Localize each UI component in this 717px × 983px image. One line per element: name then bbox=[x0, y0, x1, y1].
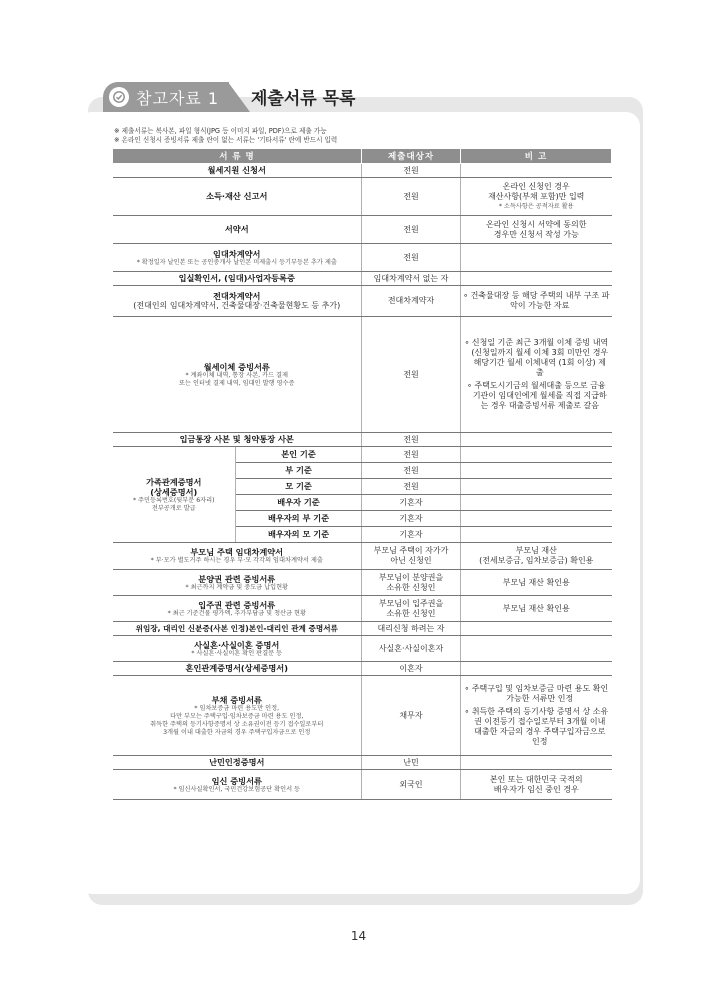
document-name: 입실확인서, (임대)사업자등록증 bbox=[178, 273, 295, 283]
remark-cell bbox=[461, 622, 612, 636]
column-header-remarks: 비 고 bbox=[461, 149, 612, 164]
document-name: 부모님 주택 임대차계약서 bbox=[190, 547, 284, 557]
target-cell: 전원 bbox=[362, 447, 461, 463]
target-cell: 전원 bbox=[362, 463, 461, 479]
column-header-name: 서 류 명 bbox=[113, 149, 362, 164]
table-row bbox=[113, 317, 612, 433]
document-name: 소득·재산 신고서 bbox=[206, 191, 268, 201]
table-row bbox=[113, 756, 612, 770]
remark-cell bbox=[461, 272, 612, 286]
remark-cell bbox=[461, 543, 612, 570]
notes bbox=[114, 127, 337, 145]
table-header-row bbox=[113, 149, 612, 164]
table-row bbox=[113, 216, 612, 244]
document-note: 다만 부모는 주택구입·임차보증금 마련 용도 인정, bbox=[170, 712, 304, 720]
remark-line: 본인 또는 대한민국 국적의 bbox=[489, 774, 583, 784]
document-name: 입주권 관련 증빙서류 bbox=[198, 599, 276, 610]
section-tab-edge bbox=[228, 82, 250, 112]
page-title: 제출서류 목록 bbox=[251, 89, 356, 109]
remark-bullet: ∘ 신청일 기준 최근 3개월 이체 증빙 내역(신청일까지 월세 이체 3회 미만인 경우 해당기간 월세 이체내역 (1회 이상) 제출 bbox=[464, 338, 609, 377]
note-line: ※ 온라인 신청시 증빙서류 제출 란이 없는 서류는 '기타서류' 란에 반드시 입력 bbox=[114, 136, 338, 144]
target-cell: 전원 bbox=[362, 479, 461, 495]
remark-cell bbox=[461, 317, 612, 433]
target-cell: 기혼자 bbox=[362, 527, 461, 543]
document-note: 3개월 이내 대출한 자금의 경우 주택구입자금으로 인정 bbox=[163, 728, 311, 736]
basis-label: 부 기준 bbox=[285, 465, 312, 475]
target-cell: 전원 bbox=[362, 317, 461, 433]
remark-cell bbox=[461, 770, 612, 800]
table-row bbox=[113, 662, 612, 676]
target-cell: 외국인 bbox=[362, 770, 461, 800]
document-name: 월세지원 신청서 bbox=[207, 165, 266, 175]
remark-cell bbox=[461, 286, 612, 317]
remark-line: 재산사항(부채 포함)만 입력 bbox=[488, 191, 585, 201]
documents-table bbox=[112, 148, 612, 800]
document-note: 또는 인터넷 결제 내역, 임대인 발행 영수증 bbox=[179, 379, 295, 387]
basis-label: 본인 기준 bbox=[281, 449, 316, 459]
document-name: 분양권 관련 증빙서류 bbox=[198, 573, 276, 584]
basis-label: 배우자 기준 bbox=[277, 497, 320, 507]
target-line: 소유한 신청인 bbox=[386, 608, 436, 618]
target-cell: 기혼자 bbox=[362, 495, 461, 511]
target-cell: 전원 bbox=[362, 178, 461, 216]
document-note: * 주민등록번호(뒷부분 6자리) bbox=[132, 496, 215, 504]
target-cell: 전대차계약자 bbox=[362, 286, 461, 317]
document-note: * 임신사실확인서, 국민건강보험공단 확인서 등 bbox=[173, 785, 300, 793]
target-cell bbox=[362, 596, 461, 622]
remark-cell bbox=[461, 447, 612, 463]
remark-line: 경우만 신청서 작성 가능 bbox=[493, 229, 579, 239]
document-note: * 사실혼·사실이혼 확인 판결문 등 bbox=[191, 649, 283, 657]
target-cell: 전원 bbox=[362, 216, 461, 244]
document-note: * 확정일자 날인본 또는 공인중개사 날인본 미제출시 등기부등본 추가 제출 bbox=[136, 258, 337, 266]
document-name: 사실혼·사실이혼 증명서 bbox=[194, 639, 280, 650]
remark-cell bbox=[461, 676, 612, 756]
document-note: 취득한 주택의 등기사항증명서 상 소유권이전 등기 접수일로부터 bbox=[150, 720, 324, 728]
document-note: * 최근까지 계약금 및 중도금 납입현황 bbox=[185, 583, 289, 591]
remark-cell: 부모님 재산 확인용 bbox=[461, 596, 612, 622]
remark-note: * 소득사항은 공적자료 활용 bbox=[498, 202, 574, 210]
document-name: 임신 증빙서류 bbox=[211, 775, 262, 786]
remark-cell bbox=[461, 463, 612, 479]
target-cell: 난민 bbox=[362, 756, 461, 770]
table-row bbox=[113, 244, 612, 272]
remark-line: (전세보증금, 임차보증금) 확인용 bbox=[479, 556, 594, 565]
document-name: 입금통장 사본 및 청약통장 사본 bbox=[179, 434, 294, 444]
target-cell: 전원 bbox=[362, 164, 461, 178]
target-cell: 전원 bbox=[362, 433, 461, 447]
remark-line: 배우자가 임신 중인 경우 bbox=[493, 784, 579, 794]
remark-cell bbox=[461, 433, 612, 447]
document-name: (상세증명서) bbox=[150, 486, 198, 497]
document-note: * 부·모가 별도거주 하시는 경우 부·모 각각의 임대차계약서 제출 bbox=[150, 557, 323, 564]
remark-cell bbox=[461, 178, 612, 216]
remark-line: 온라인 신청시 서약에 동의한 bbox=[486, 219, 587, 229]
table-row bbox=[113, 164, 612, 178]
document-name: 부채 증빙서류 bbox=[211, 694, 262, 705]
table-row bbox=[113, 596, 612, 622]
document-name: 서약서 bbox=[224, 224, 249, 234]
target-cell bbox=[362, 543, 461, 570]
document-name: 혼인관계증명서(상세증명서) bbox=[185, 663, 288, 673]
target-line: 소유한 신청인 bbox=[386, 582, 436, 592]
document-name: 전대차계약서 bbox=[213, 291, 261, 301]
family-doc-cell bbox=[113, 447, 236, 543]
remark-cell bbox=[461, 636, 612, 662]
remark-bullet: ∘ 주택구입 및 임차보증금 마련 용도 확인 가능한 서류만 인정 bbox=[464, 684, 609, 703]
target-cell: 전원 bbox=[362, 244, 461, 272]
document-note: * 계좌이체 내역, 통장 사본, 카드 결제 bbox=[185, 371, 288, 379]
section-tab-label: 참고자료 1 bbox=[136, 89, 220, 108]
table-row bbox=[113, 178, 612, 216]
table-row bbox=[113, 570, 612, 596]
table-row bbox=[113, 433, 612, 447]
remark-line: 온라인 신청인 경우 bbox=[502, 181, 570, 191]
remark-line: 부모님 재산 bbox=[515, 546, 557, 555]
document-check-icon bbox=[109, 87, 129, 107]
remark-cell bbox=[461, 244, 612, 272]
target-cell bbox=[362, 570, 461, 596]
document-note: * 임차보증금 마련 용도만 인정, bbox=[194, 704, 280, 712]
target-cell: 채무자 bbox=[362, 676, 461, 756]
document-name: 위임장, 대리인 신분증(사본 인정)본인-대리인 관계 증명서류 bbox=[135, 623, 338, 633]
remark-cell bbox=[461, 756, 612, 770]
remark-cell bbox=[461, 479, 612, 495]
document-note: 전부공개로 발급 bbox=[151, 504, 196, 512]
document-note: * 최근 기준건물 평가액, 추가부담금 및 청산금 현황 bbox=[167, 609, 306, 617]
remark-cell: 부모님 재산 확인용 bbox=[461, 570, 612, 596]
remark-cell bbox=[461, 527, 612, 543]
basis-label: 모 기준 bbox=[285, 481, 312, 491]
table-row bbox=[113, 636, 612, 662]
target-cell: 사실혼·사실이혼자 bbox=[362, 636, 461, 662]
target-line: 부모님이 분양권을 bbox=[378, 572, 444, 582]
target-cell: 기혼자 bbox=[362, 511, 461, 527]
document-name: 월세이체 증빙서류 bbox=[203, 361, 270, 372]
note-line: ※ 제출서류는 복사본, 파일 형식(JPG 등 이미지 파일, PDF)으로 제출 가능 bbox=[114, 127, 327, 135]
remark-cell bbox=[461, 511, 612, 527]
remark-bullet: ∘ 주택도시기금의 월세대출 등으로 금융기관이 임대인에게 월세를 직접 지급하는 경우 대출증빙서류 제출로 갈음 bbox=[466, 381, 607, 410]
remark-cell bbox=[461, 164, 612, 178]
column-header-target: 제출대상자 bbox=[362, 149, 461, 164]
document-name: 가족관계증명서 bbox=[146, 476, 202, 487]
table-row bbox=[113, 770, 612, 800]
table-row bbox=[113, 286, 612, 317]
target-cell: 대리신청 하려는 자 bbox=[362, 622, 461, 636]
table-row bbox=[113, 447, 612, 463]
target-line: 부모님 주택이 자가가 bbox=[373, 546, 449, 555]
target-cell: 이혼자 bbox=[362, 662, 461, 676]
page-number: 14 bbox=[350, 929, 367, 943]
remark-bullet: ∘ 건축물대장 등 해당 주택의 내부 구조 파악이 가능한 자료 bbox=[463, 291, 610, 310]
table-row bbox=[113, 676, 612, 756]
target-cell: 임대차계약서 없는 자 bbox=[362, 272, 461, 286]
basis-label: 배우자의 모 기준 bbox=[267, 529, 330, 539]
remark-cell bbox=[461, 495, 612, 511]
table-row bbox=[113, 543, 612, 570]
document-detail: (전대인의 임대차계약서, 건축물대장·건축물현황도 등 추가) bbox=[133, 301, 341, 310]
table-row bbox=[113, 272, 612, 286]
document-name: 난민인정증명서 bbox=[209, 757, 265, 767]
remark-bullet: ∘ 취득한 주택의 등기사항 증명서 상 소유권 이전등기 접수일로부터 3개월 이내 대출한 자금의 경우 주택구입자금으로 인정 bbox=[464, 707, 609, 746]
table-row bbox=[113, 622, 612, 636]
remark-cell bbox=[461, 662, 612, 676]
target-line: 부모님이 입주권을 bbox=[378, 598, 444, 608]
remark-cell bbox=[461, 216, 612, 244]
basis-label: 배우자의 부 기준 bbox=[267, 513, 330, 523]
target-line: 아닌 신청인 bbox=[390, 556, 432, 565]
document-name: 임대차계약서 bbox=[213, 248, 261, 259]
